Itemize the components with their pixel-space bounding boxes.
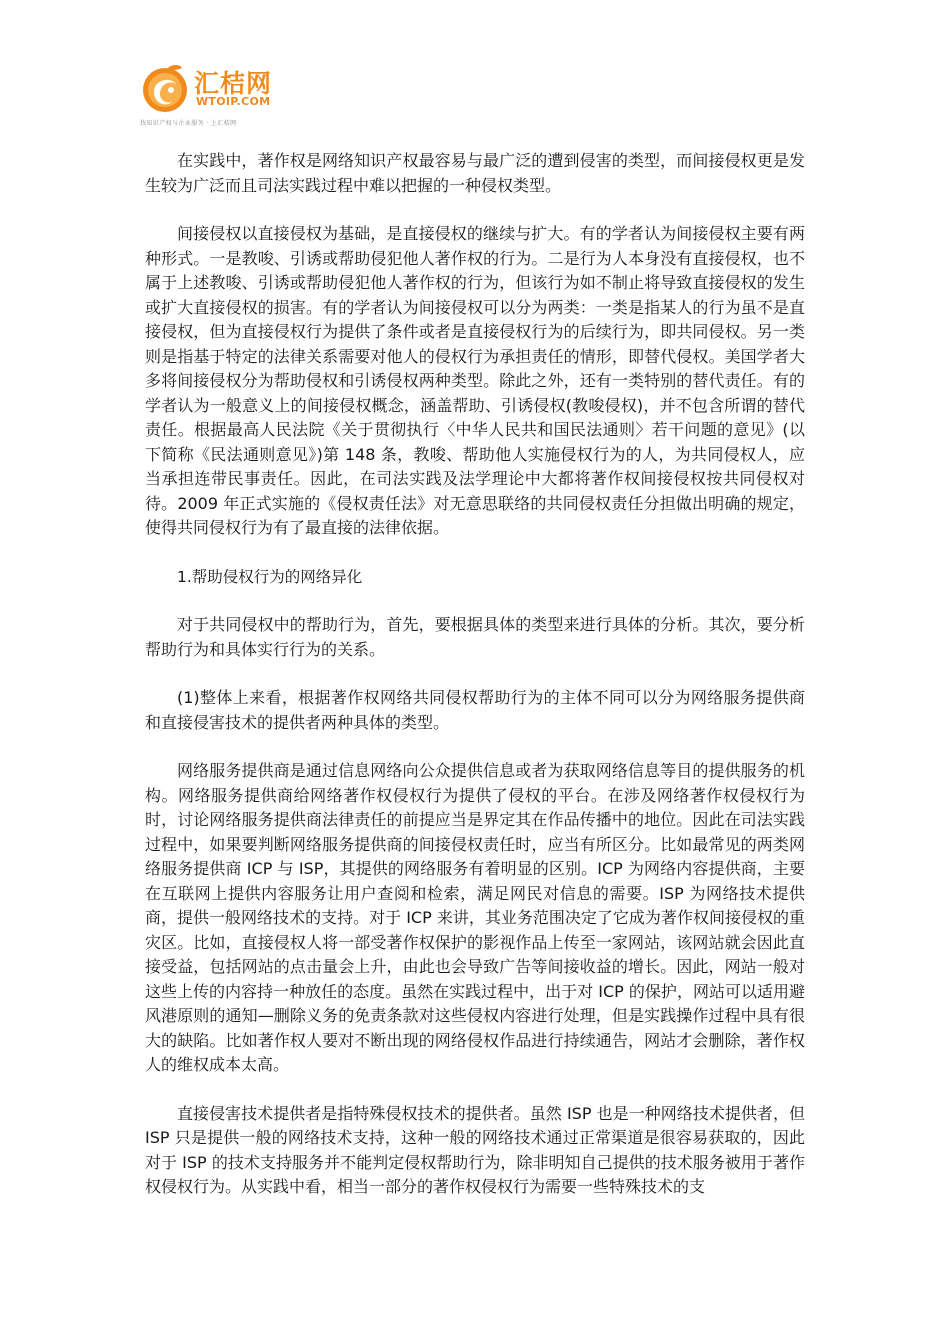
logo-domain: WTOIP.COM [196, 95, 271, 108]
orange-fruit-logo-icon [140, 62, 192, 114]
logo-slogan: 找知识产权与企业服务 · 上汇桔网 [140, 120, 237, 127]
logo-brand-name: 汇桔网 [194, 69, 273, 98]
paragraph-technology-provider: 直接侵害技术提供者是指特殊侵权技术的提供者。虽然 ISP 也是一种网络技术提供者，但 ISP 只是提供一般的网络技术支持，这种一般的网络技术通过正常渠道是很容易获取的，因此对于 ISP 的技术支持服务并不能判定侵权帮助行为，除非明知自己提供的技术服务被用于著作权侵权行为。从实践中看，相当一部分的著作权侵权行为需要一些特殊技术的支 [145, 1103, 805, 1196]
paragraph-helping-behavior: 对于共同侵权中的帮助行为，首先，要根据具体的类型来进行具体的分析。其次，要分析帮助行为和具体实行行为的关系。 [145, 615, 805, 659]
site-logo[interactable] [140, 62, 300, 132]
paragraph-service-provider: 网络服务提供商是通过信息网络向公众提供信息或者为获取网络信息等目的提供服务的机构。网络服务提供商给网络著作权侵权行为提供了侵权的平台。在涉及网络著作权侵权行为时，讨论网络服务提供商法律责任的前提应当是界定其在作品传播中的地位。因此在司法实践过程中，如果要判断网络服务提供商的间接侵权责任时，应当有所区分。比如最常见的两类网络服务提供商 ICP 与 ISP，其提供的网络服务有着明显的区别。ICP 为网络内容提供商，主要在互联网上提供内容服务让用户查阅和检索，满足网民对信息的需要。ISP 为网络技术提供商，提供一般网络技术的支持。对于 ICP 来讲，其业务范围决定了它成为著作权间接侵权的重灾区。比如，直接侵权人将一部受著作权保护的影视作品上传至一家网站，该网站就会因此直接受益，包括网站的点击量会上升，由此也会导致广告等间接收益的增长。因此，网站一般对这些上传的内容持一种放任的态度。虽然在实践过程中，出于对 ICP 的保护，网站可以适用避风港原则的通知—删除义务的免责条款对这些侵权内容进行处理，但是实践操作过程中具有很大的缺陷。比如著作权人要对不断出现的网络侵权作品进行持续通告，网站才会删除，著作权人的维权成本太高。 [145, 761, 805, 1074]
section-heading: 1.帮助侵权行为的网络异化 [177, 567, 363, 586]
article-body [145, 149, 805, 1224]
paragraph-indirect-infringement: 间接侵权以直接侵权为基础，是直接侵权的继续与扩大。有的学者认为间接侵权主要有两种形式。一是教唆、引诱或帮助侵犯他人著作权的行为。二是行为人本身没有直接侵权，也不属于上述教唆、引诱或帮助侵犯他人著作权的行为，但该行为如不制止将导致直接侵权的发生或扩大直接侵权的损害。有的学者认为间接侵权可以分为两类：一类是指某人的行为虽不是直接侵权，但为直接侵权行为提供了条件或者是直接侵权行为的后续行为，即共同侵权。另一类则是指基于特定的法律关系需要对他人的侵权行为承担责任的情形，即替代侵权。美国学者大多将间接侵权分为帮助侵权和引诱侵权两种类型。除此之外，还有一类特别的替代责任。有的学者认为一般意义上的间接侵权概念，涵盖帮助、引诱侵权(教唆侵权)，并不包含所谓的替代责任。根据最高人民法院《关于贯彻执行〈中华人民共和国民法通则〉若干问题的意见》(以下简称《民法通则意见》)第 148 条，教唆、帮助他人实施侵权行为的人，为共同侵权人，应当承担连带民事责任。因此，在司法实践及法学理论中大都将著作权间接侵权按共同侵权对待。2009 年正式实施的《侵权责任法》对无意思联络的共同侵权责任分担做出明确的规定，使得共同侵权行为有了最直接的法律依据。 [145, 224, 805, 537]
paragraph-intro: 在实践中，著作权是网络知识产权最容易与最广泛的遭到侵害的类型，而间接侵权更是发生较为广泛而且司法实践过程中难以把握的一种侵权类型。 [145, 151, 805, 195]
paragraph-subject-types: (1)整体上来看，根据著作权网络共同侵权帮助行为的主体不同可以分为网络服务提供商和直接侵害技术的提供者两种具体的类型。 [145, 688, 805, 732]
